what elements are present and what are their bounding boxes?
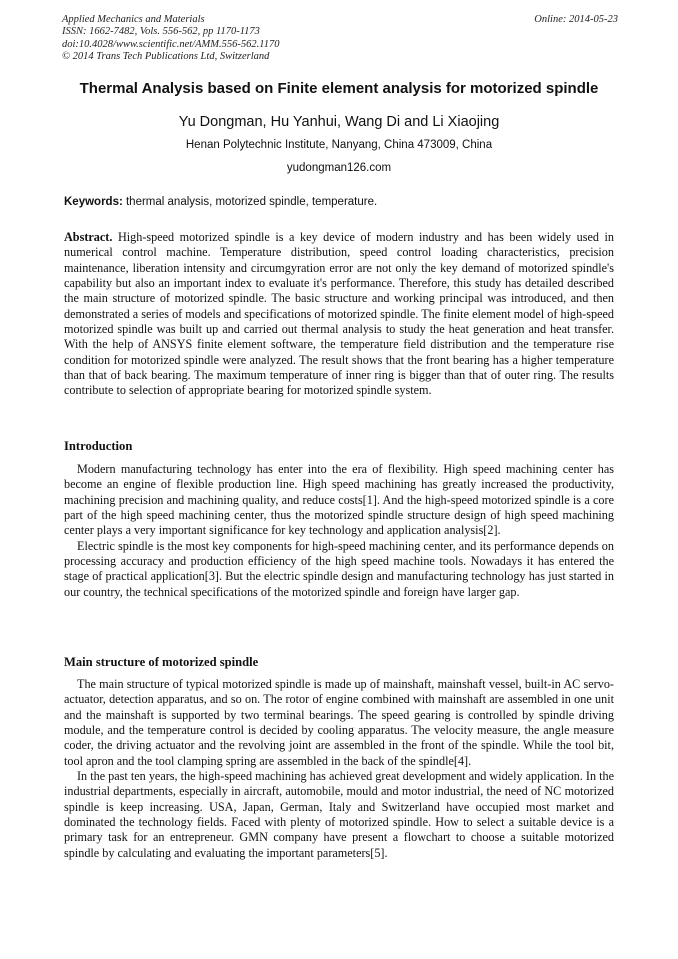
keywords-text: thermal analysis, motorized spindle, temperature. [122, 196, 378, 208]
paper-title: Thermal Analysis based on Finite element analysis for motorized spindle [79, 80, 599, 97]
online-date: Online: 2014-05-23 [534, 14, 618, 25]
introduction-body [64, 462, 614, 600]
keywords-label: Keywords: [64, 196, 123, 208]
introduction-paragraph: Modern manufacturing technology has enter into the era of flexibility. High speed machining center has become an engine of flexible production line. High speed machining has greatly increased the productivity, machining precision and machining quality, and reduce costs[1]. And the high-speed motorized spindle is a core part of the high speed machining center, thus the motorized spindle structure design of high speed machining center plays a very important significance for key technology and application analysis[2]. [64, 462, 614, 538]
abstract-label: Abstract. [64, 230, 113, 244]
journal-header [62, 14, 618, 64]
abstract-paragraph [64, 230, 614, 399]
main-structure-body [64, 677, 614, 861]
main-structure-paragraph: In the past ten years, the high-speed machining has achieved great development and widely application. In the industrial departments, especially in aircraft, automobile, mould and motor industrial, the need of NC motorized spindle is keep increasing. USA, Japan, German, Italy and Switzerland have occupied most market and dominated the technology fields. Faced with plenty of motorized spindle. How to select a suitable device is a primary task for an entrepreneur. GMN company have present a flowchart to choose a suitable motorized spindle by calculating and evaluating the important parameters[5]. [64, 769, 614, 860]
introduction-heading: Introduction [64, 439, 133, 453]
author-list: Yu Dongman, Hu Yanhui, Wang Di and Li Xiaojing [178, 114, 500, 130]
affiliation: Henan Polytechnic Institute, Nanyang, China 473009, China [185, 139, 493, 151]
keywords-line [64, 195, 614, 209]
main-structure-paragraph: The main structure of typical motorized spindle is made up of mainshaft, mainshaft vessel, built-in AC servo-actuator, detection apparatus, and so on. The rotor of engine combined with mainshaft are assembled in one unit and the mainshaft is supported by two terminal bearings. The speed gearing is controlled by spindle driving module, and the temperature control is decided by cooling apparatus. The velocity measure, the angle measure coder, the driving actuator and the revolving joint are assembled in the front of the spindle. While the tool bit, tool apron and the tool clamping spring are assembled in the back of the spindle[4]. [64, 677, 614, 768]
introduction-paragraph: Electric spindle is the most key components for high-speed machining center, and its performance depends on processing accuracy and production efficiency of the high speed machine tools. Nowadays it has entered the stage of practical application[3]. But the electric spindle design and manufacturing technology has just started in our country, the technical specifications of the motorized spindle and foreign have larger gap. [64, 538, 614, 599]
author-email: yudongman126.com [286, 162, 392, 174]
doi-line: doi:10.4028/www.scientific.net/AMM.556-562.1170 [62, 38, 280, 50]
journal-name: Applied Mechanics and Materials [62, 14, 205, 25]
copyright-line: © 2014 Trans Tech Publications Ltd, Switzerland [62, 51, 270, 63]
abstract-text: High-speed motorized spindle is a key device of modern industry and has been widely used in numerical control machine. Temperature distribution, speed control loading characteristics, precision maintenance, liberation intensity and circumgyration error are not only the key demand of motorized spindle's capability but also an important index to evaluate it's performance. Therefore, this study has detailed described the main structure of motorized spindle. The basic structure and working principal was introduced, and then demonstrated a series of models and specifications of motorized spindle. The finite element model of high-speed motorized spindle was built up and carried out thermal analysis to study the heat generation and heat transfer. With the help of ANSYS finite element software, the temperature field distribution and the temperature rise condition for motorized spindle were analyzed. The result shows that the front bearing has a higher temperature than that of back bearing. The maximum temperature of inner ring is bigger than that of outer ring. The results contribute to selection of appropriate bearing for motorized spindle system. [64, 230, 614, 398]
issn-line: ISSN: 1662-7482, Vols. 556-562, pp 1170-1173 [62, 26, 260, 38]
main-structure-heading: Main structure of motorized spindle [64, 655, 259, 669]
